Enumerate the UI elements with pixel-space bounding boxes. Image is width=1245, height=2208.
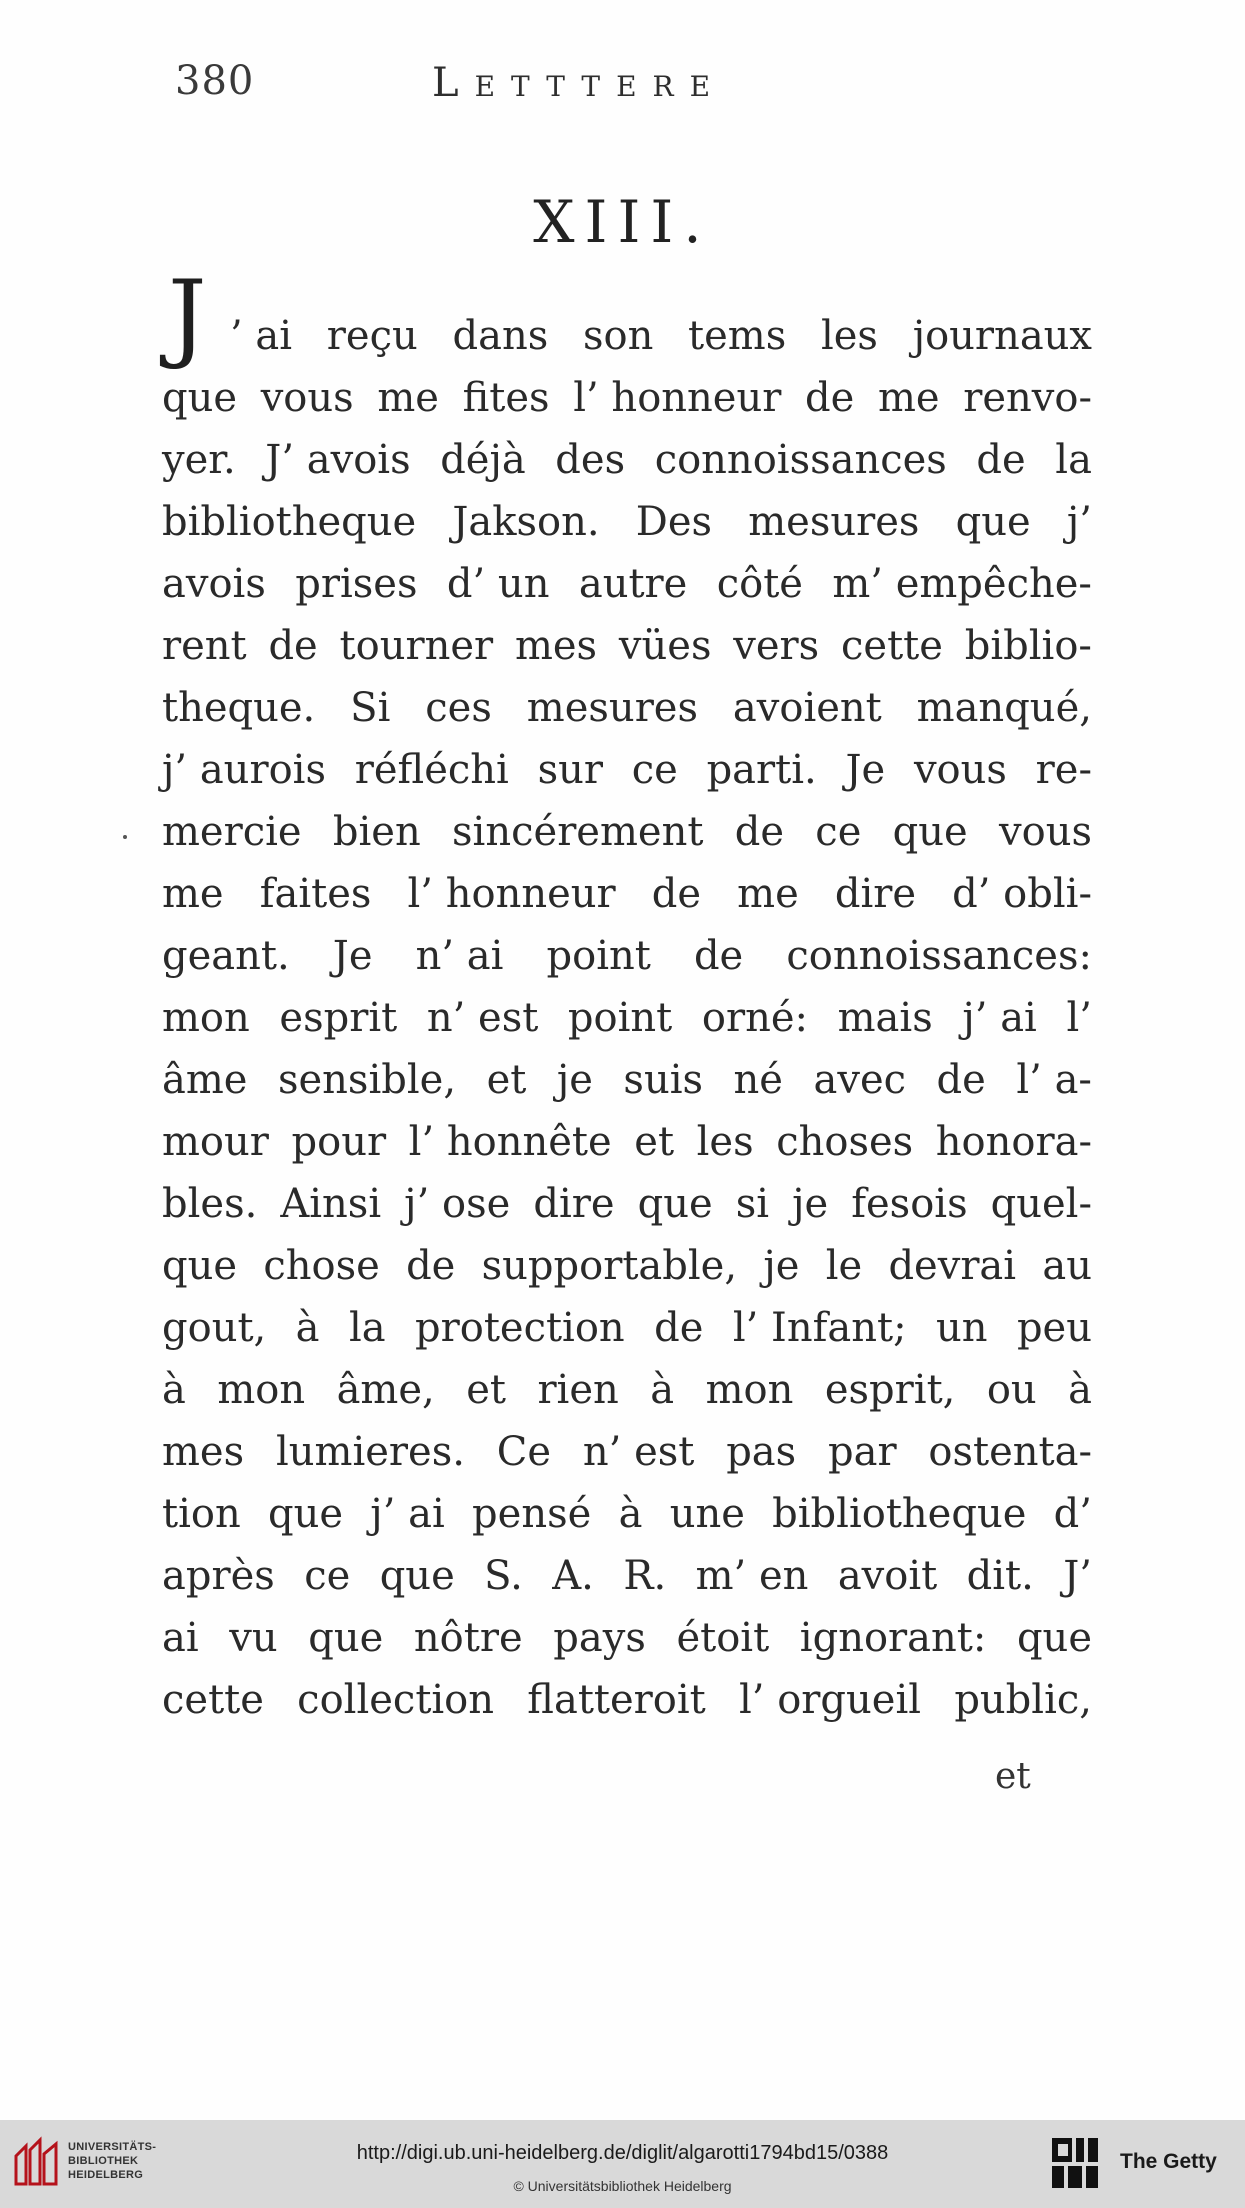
word: que [162,1243,238,1289]
word: mes [514,623,598,669]
word: esprit [279,995,398,1041]
word: je [792,1181,829,1227]
word: ai [162,1615,199,1661]
text-line [162,1173,1092,1235]
text-line [162,429,1092,491]
text-line [162,615,1092,677]
word: ce [304,1553,351,1599]
word: l’ [1066,995,1092,1041]
copyright-notice: © Universitätsbibliothek Heidelberg [513,2178,732,2194]
word: j’ ai [370,1491,445,1537]
word: n’ est [582,1429,695,1475]
word: réfléchi [354,747,509,793]
word: que [1016,1615,1092,1661]
word: je [763,1243,800,1289]
word: point [546,933,651,979]
word: tourner [339,623,494,669]
word: peu [1016,1305,1092,1351]
word: orné: [701,995,808,1041]
text-line [162,1297,1092,1359]
word: et [466,1367,506,1413]
word: par [828,1429,897,1475]
word: Ce [496,1429,552,1475]
word: l’ honneur [407,871,616,917]
word: pas [726,1429,797,1475]
word: flatteroit [527,1677,706,1723]
text-line [162,553,1092,615]
word: ces [425,685,492,731]
word: collection [297,1677,495,1723]
word: l’ honneur [573,375,782,421]
word: vers [733,623,820,669]
word: vous [260,375,354,421]
word: et [634,1119,675,1165]
word: prises [295,561,418,607]
word: mes [162,1429,245,1475]
word: d’ un [446,561,550,607]
word: mon [217,1367,306,1413]
word: chose [263,1243,380,1289]
word: faites [259,871,372,917]
text-line [162,1607,1092,1669]
catchword: et [995,1756,1031,1797]
word: après [162,1553,275,1599]
word: avoit [837,1553,938,1599]
word: que [379,1553,455,1599]
word: que [892,809,968,855]
word: de [976,437,1026,483]
word: public, [954,1677,1092,1723]
word: avoient [732,685,882,731]
word: d’ obli- [952,871,1092,917]
word: je [556,1057,593,1103]
word: bles. [162,1181,258,1227]
page-number: 380 [175,58,255,104]
word: reçu [326,313,418,359]
word: que [955,499,1031,545]
word: J’ avois [265,437,411,483]
word: mon [705,1367,794,1413]
word: yer. [162,437,236,483]
word: rent [162,623,247,669]
word: ce [631,747,678,793]
word: mesures [748,499,920,545]
word: à [162,1367,186,1413]
word: que [308,1615,384,1661]
word: fites [462,375,550,421]
word: de [268,623,318,669]
word: pour [291,1119,387,1165]
word: dire [533,1181,615,1227]
word: nôtre [413,1615,523,1661]
word: ou [986,1367,1037,1413]
word: me [377,375,439,421]
word: sur [537,747,603,793]
word: rien [537,1367,619,1413]
text-line [162,1483,1092,1545]
word: à [618,1491,643,1537]
word: protection [415,1305,625,1351]
word: et [486,1057,527,1103]
word: ’ ai [230,313,293,359]
permalink-url[interactable]: http://digi.ub.uni-heidelberg.de/diglit/algarotti1794bd15/0388 [356,2142,889,2164]
word: pays [553,1615,646,1661]
word: biblio- [964,623,1092,669]
word: pensé [472,1491,592,1537]
word: de [654,1305,704,1351]
word: la [1055,437,1092,483]
word: ce [815,809,862,855]
word: que [267,1491,344,1537]
word: dans [452,313,549,359]
body-text [162,305,1092,1731]
word: choses [776,1119,914,1165]
word: déjà [440,437,526,483]
word: point [567,995,673,1041]
word: Jakson. [452,499,600,545]
word: m’ empêche- [832,561,1092,607]
library-name-line: BIBLIOTHEK [68,2155,139,2167]
letter-number: XIII. [533,188,712,256]
text-line [162,491,1092,553]
word: mais [837,995,933,1041]
text-line [162,739,1092,801]
word: lumieres. [275,1429,465,1475]
word: supportable, [481,1243,738,1289]
word: dire [834,871,917,917]
word: avec [813,1057,907,1103]
text-line [162,863,1092,925]
word: Si [350,685,391,731]
word: me [162,871,224,917]
word: si [735,1181,770,1227]
word: parti. [706,747,817,793]
word: au [1042,1243,1092,1289]
word: de [406,1243,456,1289]
text-line [162,801,1092,863]
running-head: Letttere [432,60,727,106]
word: tion [162,1491,241,1537]
word: honora- [935,1119,1092,1165]
word: sincérement [452,809,704,855]
word: me [877,375,940,421]
word: quel- [990,1181,1092,1227]
word: n’ ai [415,933,504,979]
footer-bar [0,2120,1245,2208]
word: à [295,1305,320,1351]
word: m’ en [695,1553,809,1599]
word: bibliotheque [772,1491,1027,1537]
word: étoit [676,1615,770,1661]
word: l’ a- [1016,1057,1092,1103]
word: sensible, [277,1057,457,1103]
word: les [820,313,878,359]
word: R. [623,1553,667,1599]
word: une [669,1491,745,1537]
word: né [733,1057,783,1103]
word: que [637,1181,713,1227]
word: j’ [1066,499,1092,545]
library-name-line: UNIVERSITÄTS- [68,2141,157,2153]
word: manqué, [916,685,1092,731]
word: j’ aurois [162,747,326,793]
word: un [935,1305,988,1351]
text-line [162,1049,1092,1111]
word: geant. [162,933,290,979]
word: A. [552,1553,594,1599]
word: le [825,1243,863,1289]
word: à [650,1367,675,1413]
text-line [162,1359,1092,1421]
word: connoissances [654,437,947,483]
word: re- [1035,747,1092,793]
getty-name: The Getty [1120,2150,1217,2173]
getty-logo-icon[interactable] [1050,2136,1100,2190]
word: Des [635,499,713,545]
dropcap: J [168,260,207,372]
word: âme, [336,1367,435,1413]
word: à [1068,1367,1092,1413]
word: devrai [888,1243,1017,1289]
text-line [162,1669,1092,1731]
text-line [162,1421,1092,1483]
word: Ainsi [280,1181,382,1227]
word: de [693,933,744,979]
text-line [162,305,1092,367]
word: mercie [162,809,302,855]
word: son [582,313,654,359]
text-line [162,367,1092,429]
word: vües [618,623,712,669]
word: mon [162,995,250,1041]
word: journaux [912,313,1092,359]
text-line [162,1111,1092,1173]
word: côté [716,561,803,607]
word: les [696,1119,754,1165]
word: J’ [1063,1553,1092,1599]
word: des [555,437,626,483]
word: avois [162,561,266,607]
word: ignorant: [799,1615,987,1661]
word: vous [913,747,1007,793]
word: bibliotheque [162,499,417,545]
word: bien [332,809,421,855]
word: de [936,1057,986,1103]
word: de [651,871,702,917]
word: Je [845,747,886,793]
word: que [162,375,238,421]
word: d’ [1053,1491,1092,1537]
word: renvo- [963,375,1092,421]
word: me [737,871,799,917]
word: Je [332,933,373,979]
text-line [162,677,1092,739]
word: autre [578,561,688,607]
word: l’ orgueil [738,1677,922,1723]
word: gout, [162,1305,267,1351]
word: cette [841,623,943,669]
word: vous [999,809,1092,855]
word: j’ ose [404,1181,511,1227]
word: mour [162,1119,269,1165]
word: de [734,809,784,855]
word: mesures [526,685,699,731]
word: vu [229,1615,278,1661]
library-name-line: HEIDELBERG [68,2169,144,2181]
word: l’ honnête [408,1119,612,1165]
word: j’ ai [962,995,1037,1041]
word: fesois [851,1181,968,1227]
word: connoissances: [786,933,1092,979]
word: tems [688,313,787,359]
text-line [162,925,1092,987]
text-line [162,987,1092,1049]
word: cette [162,1677,264,1723]
text-line [162,1545,1092,1607]
word: suis [623,1057,704,1103]
word: esprit, [824,1367,956,1413]
word: n’ est [426,995,539,1041]
word: la [348,1305,386,1351]
word: S. [484,1553,523,1599]
word: de [805,375,855,421]
text-line [162,1235,1092,1297]
word: dit. [966,1553,1034,1599]
word: theque. [162,685,316,731]
word: âme [162,1057,248,1103]
ink-speck [123,835,127,839]
word: ostenta- [928,1429,1092,1475]
word: l’ Infant; [732,1305,907,1351]
